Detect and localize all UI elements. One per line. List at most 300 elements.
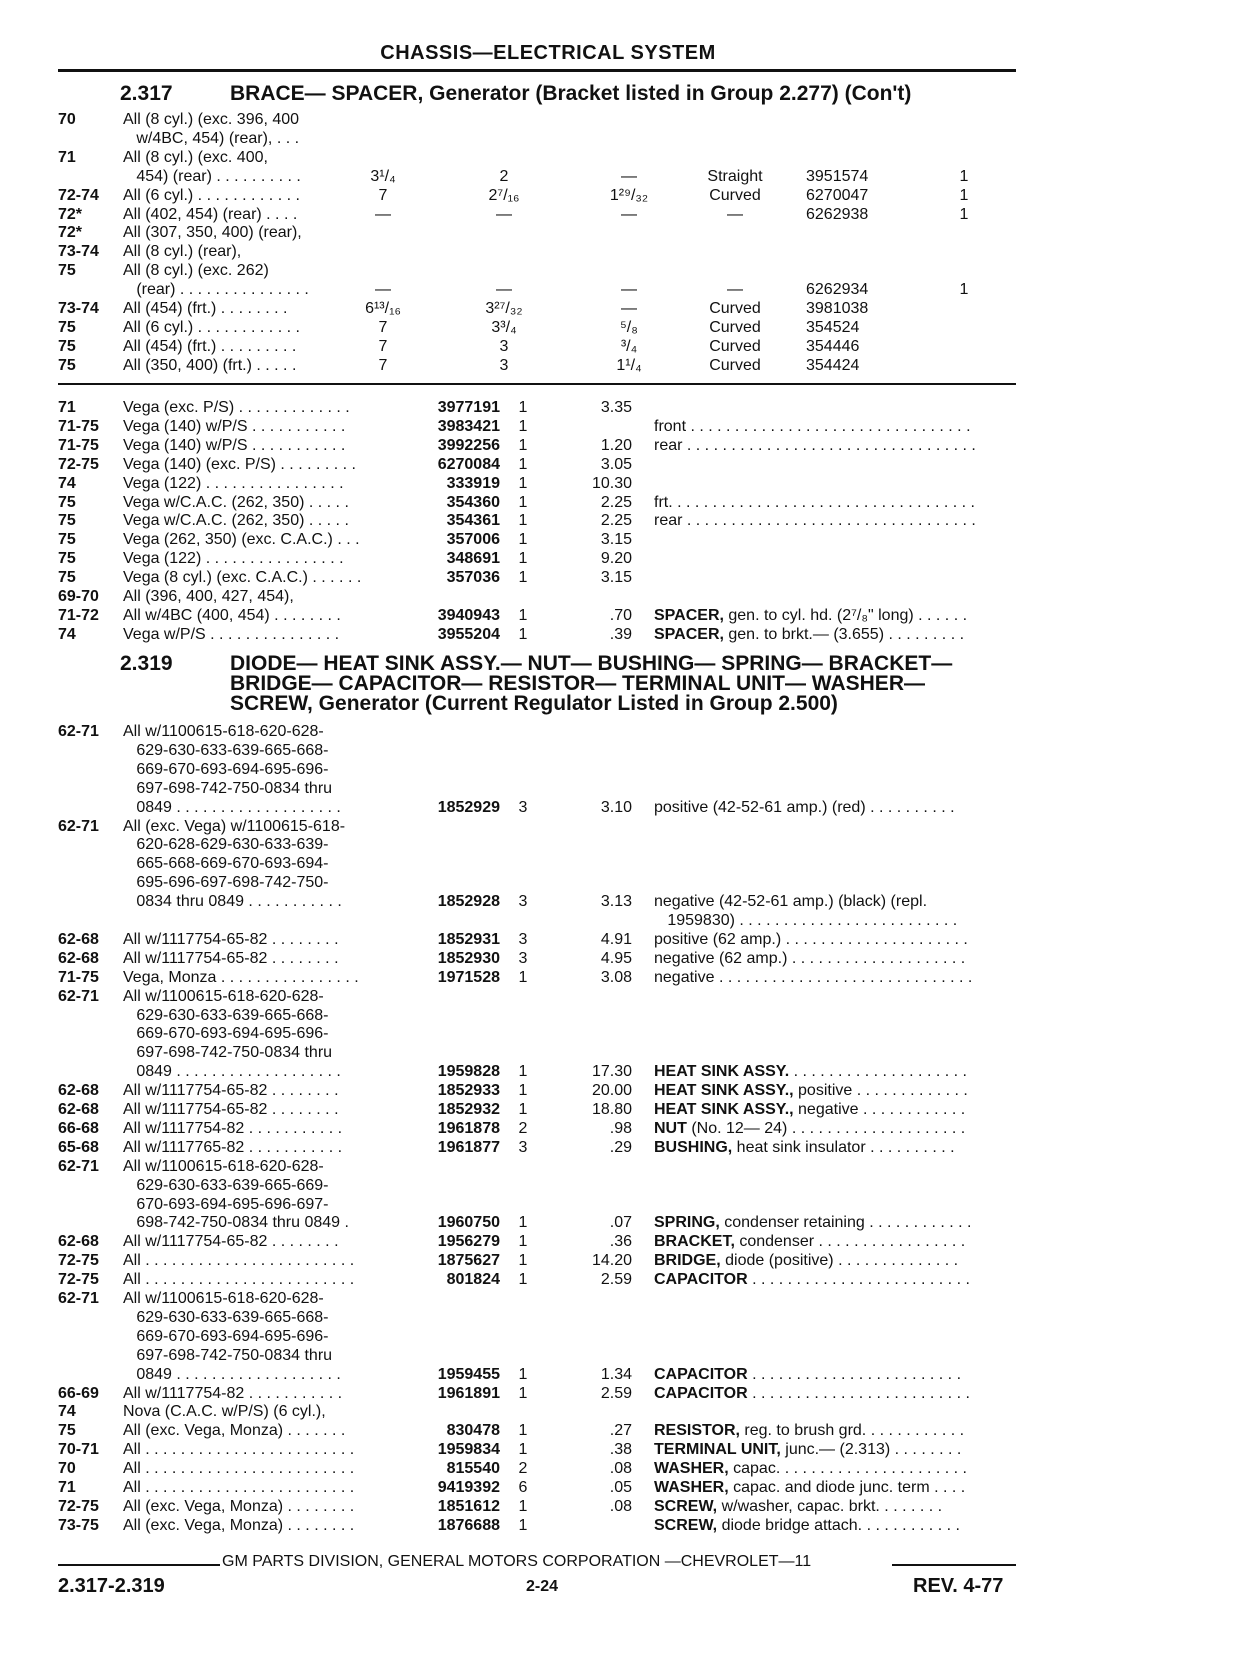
application: All w/1117754-65-82 . . . . . . . . bbox=[123, 949, 339, 967]
part-number: 1959455 bbox=[437, 1365, 500, 1383]
application: All (exc. Vega, Monza) . . . . . . . . bbox=[123, 1497, 355, 1515]
part-name-detail: negative (62 amp.) . . . . . . . . . . . . . . . . . . . . bbox=[654, 949, 966, 967]
table-row bbox=[0, 530, 1236, 549]
quantity: 3 bbox=[518, 930, 528, 948]
part-name-detail: gen. to cyl. hd. (2⁷/₈" long) . . . . . . bbox=[723, 606, 968, 624]
model-year: 62-71 bbox=[58, 1290, 99, 1307]
quantity: 1 bbox=[959, 205, 969, 223]
quantity: 1 bbox=[959, 167, 969, 185]
model-year: 65-68 bbox=[58, 1138, 99, 1156]
application: 0849 . . . . . . . . . . . . . . . . . . . bbox=[123, 1365, 341, 1383]
application: Vega (exc. P/S) . . . . . . . . . . . . . bbox=[123, 399, 350, 416]
application: 669-670-693-694-695-696- bbox=[123, 760, 329, 778]
table-row bbox=[0, 1402, 1236, 1421]
quantity: 3 bbox=[518, 949, 528, 967]
part-number: 357006 bbox=[446, 531, 500, 549]
quantity: 1 bbox=[518, 474, 528, 492]
table-row bbox=[0, 1043, 1236, 1062]
model-year: 66-68 bbox=[58, 1119, 99, 1137]
part-name-detail: positive (42-52-61 amp.) (red) . . . . . . . . . . bbox=[654, 798, 955, 816]
header-rule bbox=[58, 69, 1016, 72]
table-row bbox=[0, 1232, 1236, 1251]
price: .70 bbox=[609, 606, 632, 624]
table-row bbox=[0, 568, 1236, 587]
part-name-bold: SCREW, bbox=[654, 1516, 718, 1534]
part-name-bold: CAPACITOR bbox=[654, 1365, 748, 1383]
table-divider bbox=[58, 383, 1016, 385]
quantity: 1 bbox=[959, 281, 969, 299]
price: 10.30 bbox=[591, 474, 632, 492]
model-year: 75 bbox=[58, 531, 76, 549]
application: All (402, 454) (rear) . . . . bbox=[123, 205, 298, 223]
quantity: 1 bbox=[518, 1271, 528, 1289]
application: All w/1100615-618-620-628- bbox=[123, 1157, 324, 1175]
dimension-a: 7 bbox=[378, 186, 388, 204]
table-row bbox=[0, 741, 1236, 760]
part-name-detail: negative (42-52-61 amp.) (black) (repl. bbox=[654, 893, 928, 911]
brace-shape: Curved bbox=[709, 186, 761, 204]
model-year: 75 bbox=[58, 262, 76, 280]
application: Vega (140) w/P/S . . . . . . . . . . . bbox=[123, 436, 346, 454]
part-number: 801824 bbox=[446, 1271, 500, 1289]
application: All . . . . . . . . . . . . . . . . . . . . . . . . bbox=[123, 1460, 355, 1478]
part-number: 1851612 bbox=[437, 1497, 500, 1515]
application: (rear) . . . . . . . . . . . . . . . bbox=[123, 281, 309, 299]
quantity: 1 bbox=[518, 625, 528, 643]
table-row bbox=[0, 223, 1236, 242]
model-year: 74 bbox=[58, 625, 76, 643]
table-row bbox=[0, 1478, 1236, 1497]
footer-section-range: 2.317-2.319 bbox=[58, 1575, 165, 1597]
price: 3.15 bbox=[600, 569, 632, 587]
application: All w/1117754-65-82 . . . . . . . . bbox=[123, 930, 339, 948]
part-name bbox=[654, 1384, 970, 1403]
part-number: 354424 bbox=[806, 356, 860, 374]
table-row bbox=[0, 854, 1236, 873]
price: .39 bbox=[609, 625, 632, 643]
part-name-detail: negative . . . . . . . . . . . . . . . . . . . . . . . . . . . . . bbox=[654, 968, 973, 986]
part-name bbox=[654, 949, 965, 968]
model-year: 62-68 bbox=[58, 1233, 99, 1251]
model-year: 62-71 bbox=[58, 1157, 99, 1175]
price: 3.15 bbox=[600, 531, 632, 549]
page-title: CHASSIS—ELECTRICAL SYSTEM bbox=[380, 42, 716, 64]
table-row bbox=[0, 817, 1236, 836]
model-year: 70-71 bbox=[58, 1441, 99, 1459]
dimension-c: — bbox=[621, 300, 637, 317]
quantity: 1 bbox=[518, 1516, 528, 1534]
price: 3.05 bbox=[600, 455, 632, 473]
model-year: 74 bbox=[58, 474, 76, 492]
part-name-bold: BRACKET, bbox=[654, 1233, 735, 1251]
application: All w/1117754-82 . . . . . . . . . . . bbox=[123, 1384, 343, 1402]
application: All (350, 400) (frt.) . . . . . bbox=[123, 356, 297, 374]
table-row bbox=[0, 356, 1236, 375]
application: w/4BC, 454) (rear), . . . bbox=[123, 129, 300, 147]
part-name bbox=[654, 930, 968, 949]
table-row bbox=[0, 835, 1236, 854]
table-row bbox=[0, 606, 1236, 625]
part-name-bold: SPRING, bbox=[654, 1214, 720, 1232]
table-row bbox=[0, 779, 1236, 798]
part-name-detail: diode (positive) . . . . . . . . . . . . . . bbox=[720, 1252, 959, 1270]
part-name-detail: . . . . . . . . . . . . . . . . . . . . . . . . . bbox=[747, 1384, 970, 1402]
table-row bbox=[0, 186, 1236, 205]
dimension-c: — bbox=[621, 205, 637, 223]
part-number: 6270047 bbox=[806, 186, 869, 204]
model-year: 69-70 bbox=[58, 588, 99, 605]
application: 0849 . . . . . . . . . . . . . . . . . . . bbox=[123, 798, 341, 816]
price: 3.08 bbox=[600, 968, 632, 986]
part-name-detail: condenser . . . . . . . . . . . . . . . . . bbox=[734, 1233, 966, 1251]
table-row bbox=[0, 242, 1236, 261]
part-name-detail: condenser retaining . . . . . . . . . . . . bbox=[719, 1214, 972, 1232]
model-year: 62-68 bbox=[58, 1101, 99, 1118]
model-year: 73-74 bbox=[58, 243, 99, 261]
quantity: 1 bbox=[518, 436, 528, 454]
price: .07 bbox=[609, 1214, 632, 1232]
table-row bbox=[0, 1081, 1236, 1100]
quantity: 1 bbox=[959, 186, 969, 204]
section-number: 2.319 bbox=[120, 652, 173, 675]
model-year: 62-68 bbox=[58, 1082, 99, 1100]
part-number: 1960750 bbox=[437, 1214, 500, 1232]
quantity: 3 bbox=[518, 1138, 528, 1156]
application: All (8 cyl.) (exc. 400, bbox=[123, 148, 268, 166]
quantity: 1 bbox=[518, 550, 528, 568]
part-number: 1852930 bbox=[437, 949, 500, 967]
part-name bbox=[654, 1365, 961, 1384]
price: 3.13 bbox=[600, 893, 632, 911]
part-number: 3981038 bbox=[806, 300, 869, 317]
model-year: 75 bbox=[58, 1422, 76, 1440]
application: All w/1117754-65-82 . . . . . . . . bbox=[123, 1233, 339, 1251]
part-name-detail: capac. . . . . . . . . . . . . . . . . . . . . . bbox=[728, 1460, 967, 1478]
part-number: 3992256 bbox=[437, 436, 500, 454]
application: Vega (122) . . . . . . . . . . . . . . . . bbox=[123, 550, 344, 568]
part-name-detail: diode bridge attach. . . . . . . . . . . . bbox=[717, 1516, 960, 1534]
part-number: 1959834 bbox=[437, 1441, 500, 1459]
application: Vega w/P/S . . . . . . . . . . . . . . . bbox=[123, 625, 340, 643]
table-row bbox=[0, 148, 1236, 167]
part-name bbox=[654, 892, 927, 911]
table-row bbox=[0, 337, 1236, 356]
application: Vega w/C.A.C. (262, 350) . . . . . bbox=[123, 512, 349, 530]
dimension-a: 7 bbox=[378, 337, 388, 355]
quantity: 1 bbox=[518, 1441, 528, 1459]
table-row bbox=[0, 1138, 1236, 1157]
application: 697-698-742-750-0834 thru bbox=[123, 779, 333, 797]
model-year: 72-75 bbox=[58, 455, 99, 473]
table-row bbox=[0, 987, 1236, 1006]
application: 629-630-633-639-665-668- bbox=[123, 1308, 329, 1326]
part-number: 1956279 bbox=[437, 1233, 500, 1251]
quantity: 1 bbox=[518, 512, 528, 530]
application: All w/1100615-618-620-628- bbox=[123, 987, 324, 1005]
quantity: 1 bbox=[518, 399, 528, 416]
part-name-detail: capac. and diode junc. term . . . . bbox=[728, 1479, 966, 1496]
part-name-detail: reg. to brush grd. . . . . . . . . . . . bbox=[739, 1422, 965, 1440]
table-row bbox=[0, 1176, 1236, 1195]
section-title-line-1: DIODE— HEAT SINK ASSY.— NUT— BUSHING— SPRING— BRACKET— bbox=[230, 652, 953, 675]
quantity: 1 bbox=[518, 1497, 528, 1515]
application: 629-630-633-639-665-669- bbox=[123, 1176, 329, 1194]
price: 3.10 bbox=[600, 798, 632, 816]
price: 1.20 bbox=[600, 436, 632, 454]
part-name-bold: SCREW, bbox=[654, 1497, 718, 1515]
part-number: 348691 bbox=[446, 550, 500, 568]
table-row bbox=[0, 1289, 1236, 1308]
part-name-detail: rear . . . . . . . . . . . . . . . . . . . . . . . . . . . . . . . . . bbox=[654, 436, 976, 454]
dimension-b: 3 bbox=[499, 337, 509, 355]
dimension-a: 3¹/₄ bbox=[370, 167, 396, 185]
application: 695-696-697-698-742-750- bbox=[123, 874, 329, 892]
dimension-b: — bbox=[496, 205, 512, 223]
dimension-a: 6¹³/₁₆ bbox=[365, 300, 401, 317]
part-name bbox=[654, 1119, 965, 1138]
application: All . . . . . . . . . . . . . . . . . . . . . . . . bbox=[123, 1441, 355, 1459]
dimension-c: — bbox=[621, 167, 637, 185]
brace-shape: Curved bbox=[709, 356, 761, 374]
model-year: 62-68 bbox=[58, 949, 99, 967]
part-name bbox=[654, 1100, 965, 1119]
table-row bbox=[0, 205, 1236, 224]
quantity: 1 bbox=[518, 1233, 528, 1251]
quantity: 1 bbox=[518, 1252, 528, 1270]
part-number: 3983421 bbox=[437, 417, 500, 435]
part-name bbox=[654, 1062, 967, 1081]
quantity: 1 bbox=[518, 417, 528, 435]
model-year: 72-74 bbox=[58, 186, 99, 204]
part-name bbox=[654, 1213, 971, 1232]
table-row bbox=[0, 110, 1236, 129]
table-row bbox=[0, 474, 1236, 493]
price: 2.59 bbox=[600, 1384, 632, 1402]
part-number: 333919 bbox=[446, 474, 500, 492]
part-number: 1852928 bbox=[437, 893, 500, 911]
table-row bbox=[0, 1440, 1236, 1459]
model-year: 62-71 bbox=[58, 817, 99, 835]
application: Vega w/C.A.C. (262, 350) . . . . . bbox=[123, 493, 349, 511]
part-name-bold: TERMINAL UNIT, bbox=[654, 1441, 781, 1459]
table-row bbox=[0, 1459, 1236, 1478]
application: 665-668-669-670-693-694- bbox=[123, 855, 329, 873]
table-row bbox=[0, 798, 1236, 817]
application: Vega (140) w/P/S . . . . . . . . . . . bbox=[123, 417, 346, 435]
model-year: 71-75 bbox=[58, 968, 99, 986]
part-number: 3977191 bbox=[437, 399, 500, 416]
model-year: 66-69 bbox=[58, 1384, 99, 1402]
application: All (454) (frt.) . . . . . . . . bbox=[123, 300, 288, 317]
footer-rule-right bbox=[892, 1564, 1016, 1566]
model-year: 70 bbox=[58, 111, 76, 128]
brace-shape: Curved bbox=[709, 337, 761, 355]
table-row bbox=[0, 318, 1236, 337]
part-name-detail: (No. 12— 24) . . . . . . . . . . . . . . . . . . . . bbox=[686, 1119, 966, 1137]
price: .29 bbox=[609, 1138, 632, 1156]
price: 18.80 bbox=[591, 1101, 632, 1118]
model-year: 73-75 bbox=[58, 1516, 99, 1534]
model-year: 62-68 bbox=[58, 930, 99, 948]
table-row bbox=[0, 1421, 1236, 1440]
application: 0834 thru 0849 . . . . . . . . . . . bbox=[123, 893, 342, 911]
application: All w/1100615-618-620-628- bbox=[123, 1290, 324, 1307]
part-name bbox=[654, 968, 972, 987]
model-year: 72-75 bbox=[58, 1497, 99, 1515]
table-row bbox=[0, 1270, 1236, 1289]
application: 697-698-742-750-0834 thru bbox=[123, 1346, 333, 1364]
footer-publisher: GM PARTS DIVISION, GENERAL MOTORS CORPORATION —CHEVROLET—11 bbox=[222, 1553, 812, 1570]
part-number: 6270084 bbox=[437, 455, 500, 473]
model-year: 75 bbox=[58, 337, 76, 355]
part-name-detail: heat sink insulator . . . . . . . . . . bbox=[732, 1138, 955, 1156]
part-name bbox=[654, 1421, 964, 1440]
table-row bbox=[0, 261, 1236, 280]
part-number: 6262938 bbox=[806, 205, 869, 223]
model-year: 75 bbox=[58, 550, 76, 568]
dimension-c: 1¹/₄ bbox=[616, 356, 642, 374]
part-number: 1852933 bbox=[437, 1082, 500, 1100]
quantity: 1 bbox=[518, 606, 528, 624]
quantity: 1 bbox=[518, 1082, 528, 1100]
model-year: 71 bbox=[58, 399, 76, 416]
application: All w/1117754-65-82 . . . . . . . . bbox=[123, 1082, 339, 1100]
part-name-bold: NUT bbox=[654, 1119, 687, 1137]
application: All (6 cyl.) . . . . . . . . . . . . bbox=[123, 186, 300, 204]
model-year: 75 bbox=[58, 493, 76, 511]
model-year: 72* bbox=[58, 224, 83, 242]
part-name-detail: 1959830) . . . . . . . . . . . . . . . . . . . . . . . . . bbox=[654, 912, 958, 929]
part-number: 1876688 bbox=[437, 1516, 500, 1534]
table-row bbox=[0, 167, 1236, 186]
application: 697-698-742-750-0834 thru bbox=[123, 1044, 333, 1062]
part-name-detail: junc.— (2.313) . . . . . . . . bbox=[780, 1441, 962, 1459]
part-name bbox=[654, 1270, 970, 1289]
application: Vega (140) (exc. P/S) . . . . . . . . . bbox=[123, 455, 356, 473]
application: 454) (rear) . . . . . . . . . . bbox=[123, 167, 301, 185]
part-name bbox=[654, 1516, 960, 1535]
application: Vega (262, 350) (exc. C.A.C.) . . . bbox=[123, 531, 360, 549]
price: .08 bbox=[609, 1460, 632, 1478]
application: All (exc. Vega, Monza) . . . . . . . . bbox=[123, 1516, 355, 1534]
part-name-detail: w/washer, capac. brkt. . . . . . . . bbox=[717, 1497, 943, 1515]
part-name bbox=[654, 911, 957, 930]
part-name-detail: . . . . . . . . . . . . . . . . . . . . . . . . . bbox=[747, 1271, 970, 1289]
quantity: 1 bbox=[518, 1063, 528, 1081]
price: 2.25 bbox=[600, 512, 632, 530]
application: Vega (122) . . . . . . . . . . . . . . . . bbox=[123, 474, 344, 492]
section-title: BRACE— SPACER, Generator (Bracket listed in Group 2.277) (Con't) bbox=[230, 82, 912, 105]
part-number: 1961891 bbox=[437, 1384, 500, 1402]
part-number: 357036 bbox=[446, 569, 500, 587]
table-row bbox=[0, 1497, 1236, 1516]
price: 17.30 bbox=[591, 1063, 632, 1081]
price: .05 bbox=[609, 1479, 632, 1496]
part-number: 1875627 bbox=[437, 1252, 500, 1270]
table-row bbox=[0, 892, 1236, 911]
application: All (454) (frt.) . . . . . . . . . bbox=[123, 337, 297, 355]
quantity: 3 bbox=[518, 798, 528, 816]
dimension-c: 1²⁹/₃₂ bbox=[609, 186, 649, 204]
application: All . . . . . . . . . . . . . . . . . . . . . . . . bbox=[123, 1252, 355, 1270]
model-year: 62-71 bbox=[58, 723, 99, 740]
footer-page-number: 2-24 bbox=[526, 1578, 559, 1595]
application: All (exc. Vega) w/1100615-618- bbox=[123, 817, 346, 835]
dimension-c: — bbox=[621, 281, 637, 299]
part-name-detail: . . . . . . . . . . . . . . . . . . . . bbox=[789, 1063, 967, 1081]
table-row bbox=[0, 1195, 1236, 1214]
application: All . . . . . . . . . . . . . . . . . . . . . . . . bbox=[123, 1479, 355, 1496]
price: 2.59 bbox=[600, 1271, 632, 1289]
table-row bbox=[0, 587, 1236, 606]
part-name bbox=[654, 1232, 965, 1251]
part-number: 354361 bbox=[446, 512, 500, 530]
brace-shape: Curved bbox=[709, 318, 761, 336]
part-name-bold: HEAT SINK ASSY. bbox=[654, 1063, 790, 1081]
footer-rule-left bbox=[58, 1564, 220, 1566]
part-name bbox=[654, 436, 976, 455]
dimension-c: ⁵/₈ bbox=[620, 318, 638, 336]
part-name bbox=[654, 625, 964, 644]
part-name-detail: frt. . . . . . . . . . . . . . . . . . . . . . . . . . . . . . . . . . . bbox=[654, 493, 975, 511]
part-number: 354360 bbox=[446, 493, 500, 511]
model-year: 74 bbox=[58, 1403, 76, 1421]
part-name bbox=[654, 417, 971, 436]
application: All (307, 350, 400) (rear), bbox=[123, 224, 302, 242]
model-year: 62-71 bbox=[58, 987, 99, 1005]
model-year: 70 bbox=[58, 1460, 76, 1478]
table-row bbox=[0, 1024, 1236, 1043]
table-row bbox=[0, 760, 1236, 779]
application: 669-670-693-694-695-696- bbox=[123, 1025, 329, 1043]
model-year: 72-75 bbox=[58, 1252, 99, 1270]
quantity: 1 bbox=[518, 968, 528, 986]
part-name-detail: positive . . . . . . . . . . . . . bbox=[793, 1082, 968, 1100]
application: 629-630-633-639-665-668- bbox=[123, 741, 329, 759]
application: All (8 cyl.) (exc. 262) bbox=[123, 262, 269, 280]
application: 698-742-750-0834 thru 0849 . bbox=[123, 1214, 349, 1232]
application: All (8 cyl.) (rear), bbox=[123, 243, 242, 261]
quantity: 1 bbox=[518, 1384, 528, 1402]
part-name-bold: RESISTOR, bbox=[654, 1422, 740, 1440]
dimension-c: ³/₄ bbox=[620, 337, 638, 355]
table-row bbox=[0, 1308, 1236, 1327]
application: All . . . . . . . . . . . . . . . . . . . . . . . . bbox=[123, 1271, 355, 1289]
brace-shape: — bbox=[727, 205, 743, 223]
table-row bbox=[0, 398, 1236, 417]
price: .36 bbox=[609, 1233, 632, 1251]
part-name bbox=[654, 1440, 961, 1459]
part-name-detail: rear . . . . . . . . . . . . . . . . . . . . . . . . . . . . . . . . . bbox=[654, 512, 976, 530]
price: 4.91 bbox=[600, 930, 632, 948]
dimension-a: — bbox=[375, 281, 391, 299]
part-name bbox=[654, 511, 976, 530]
part-name-detail: positive (62 amp.) . . . . . . . . . . . . . . . . . . . . . bbox=[654, 930, 968, 948]
part-number: 1852932 bbox=[437, 1101, 500, 1118]
part-name bbox=[654, 1081, 968, 1100]
table-row bbox=[0, 493, 1236, 512]
model-year: 73-74 bbox=[58, 300, 99, 317]
brace-shape: Straight bbox=[707, 167, 763, 185]
table-row bbox=[0, 911, 1236, 930]
table-row bbox=[0, 968, 1236, 987]
model-year: 71-72 bbox=[58, 606, 99, 624]
part-number: 1961878 bbox=[437, 1119, 500, 1137]
dimension-b: 3 bbox=[499, 356, 509, 374]
part-name-bold: CAPACITOR bbox=[654, 1271, 748, 1289]
dimension-b: — bbox=[496, 281, 512, 299]
part-name-bold: WASHER, bbox=[654, 1479, 729, 1496]
